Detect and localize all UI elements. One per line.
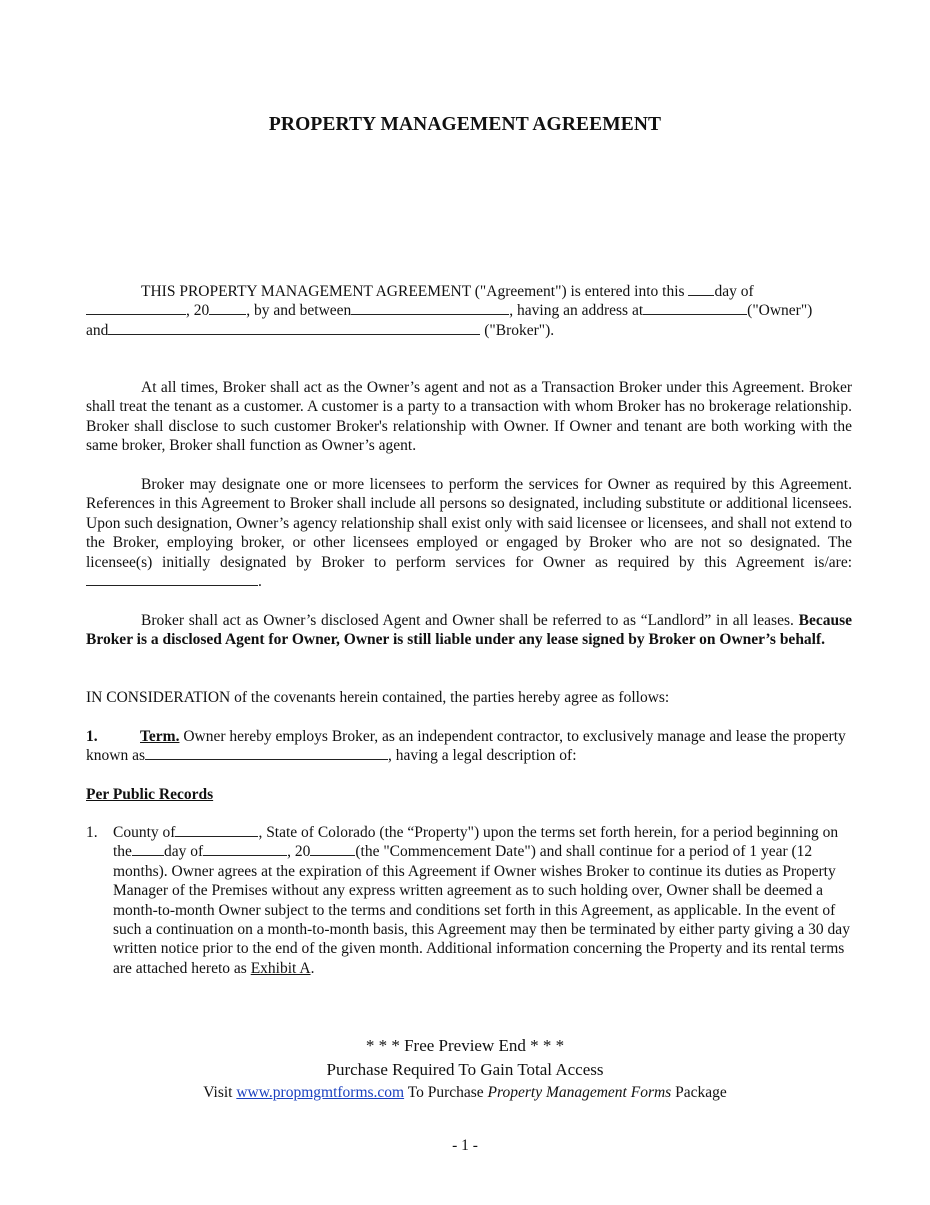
intro-paragraph [86, 282, 852, 340]
intro-text-2: day of [714, 283, 754, 300]
intro-text-5: , having an address at [509, 302, 644, 320]
per-public-records-label: Per Public Records [86, 786, 214, 803]
intro-text-4: , by and between [246, 302, 352, 320]
licensee-blank [86, 572, 258, 586]
intro-text-7: and [86, 321, 109, 339]
exhibit-a-reference: Exhibit A [250, 959, 311, 977]
to-purchase-text: To Purchase [404, 1084, 488, 1101]
visit-text: Visit [203, 1084, 237, 1101]
year-blank [209, 301, 246, 315]
website-link[interactable]: www.propmgmtforms.com [236, 1084, 405, 1101]
purchase-line [0, 1084, 930, 1102]
intro-text-3: , 20 [186, 302, 210, 320]
agent-paragraph [86, 378, 852, 456]
purchase-required-text: Purchase Required To Gain Total Access [326, 1060, 604, 1079]
broker-name-blank [108, 321, 480, 335]
package-name: Property Management Forms [487, 1084, 672, 1101]
document-title: PROPERTY MANAGEMENT AGREEMENT [268, 114, 662, 135]
list-text-end: . [310, 959, 315, 977]
owner-address-blank [643, 301, 747, 315]
list-text-c: day of [163, 843, 204, 861]
preview-end-banner: * * * Free Preview End * * * [365, 1036, 565, 1055]
list-item-1 [86, 823, 852, 978]
list-number: 1. [86, 824, 98, 841]
section-1 [86, 727, 852, 766]
list-text-b: , State of Colorado (the “Property") upon the terms set forth herein, for a period beginning on the [113, 824, 839, 861]
landlord-text: Broker shall act as Owner’s disclosed Agent and Owner shall be referred to as “Landlord” in all leases. [141, 612, 794, 629]
per-public-records [86, 785, 852, 804]
start-year-blank [310, 842, 355, 856]
designate-paragraph [86, 475, 852, 591]
intro-text-1: THIS PROPERTY MANAGEMENT AGREEMENT ("Agreement") is entered into this [141, 283, 685, 300]
landlord-bold-text: Because Broker is a disclosed Agent for Owner, Owner is still liable under any lease signed by Broker on Owner’s behalf. [86, 612, 853, 649]
county-blank [175, 823, 258, 837]
page-number: - 1 - [452, 1137, 478, 1154]
section-text-a: Owner hereby employs Broker, as an independent contractor, to exclusively manage and lease the property known as [86, 728, 846, 765]
consideration-text: IN CONSIDERATION of the covenants herein contained, the parties hereby agree as follows: [86, 689, 670, 706]
list-text-d: , 20 [287, 843, 311, 861]
designate-text-wrap: Broker may designate one or more licensees to perform the services for Owner as required by this Agreement. References in this Agreement to Broker shall include all persons so designated, including substitute or additional licensees. Upon such designation, Owner’s agency relationship shall exist only with said licensee or licensees, and shall not extend to the Broker, employing broker, or other licensees employed or engaged by Broker who are not so designated. The licensee(s) initially designated by Broker to perform services for Owner as required by this Agreement is/are: . [86, 476, 852, 591]
owner-name-blank [351, 301, 509, 315]
section-heading: Term. [140, 728, 180, 745]
list-text-e: (the "Commencement Date") and shall continue for a period of 1 year (12 months). Owner agrees at the expiration of this Agreement if Owner wishes Broker to continue its duties as Property Manager of the Premises without any express written agreement as to such holding over, Owner shall be deemed a month-to-month Owner subject to the terms and conditions set forth in this Agreement, as applicable. In the event of such a continuation on a month-to-month basis, this Agreement may then be terminated by either party giving a 30 day written notice prior to the end of the given month. Additional information concerning the Property and its rental terms are attached hereto as [113, 843, 850, 977]
day-blank [688, 282, 714, 296]
start-month-blank [203, 842, 287, 856]
landlord-text-wrap [86, 611, 852, 650]
property-blank [145, 746, 388, 760]
section-number: 1. [86, 728, 98, 745]
agent-text: At all times, Broker shall act as the Owner’s agent and not as a Transaction Broker under this Agreement. Broker shall treat the tenant as a customer. A customer is a party to a transaction with whom Broker has no brokerage relationship. Broker shall disclose to such customer Broker's relationship with Owner. If Owner and tenant are both working with the same broker, Broker shall function as Owner’s agent. [86, 379, 852, 455]
intro-text-8: ("Broker"). [480, 321, 555, 339]
list-text-a: County of [113, 824, 176, 841]
month-blank [86, 301, 186, 315]
package-text: Package [671, 1084, 727, 1101]
start-day-blank [132, 842, 164, 856]
intro-text-6: ("Owner") [747, 302, 813, 320]
designate-text: Broker may designate one or more licensees to perform the services for Owner as required by this Agreement. References in this Agreement to Broker shall include all persons so designated, including substitute or additional licensees. Upon such designation, Owner’s agency relationship shall exist only with said licensee or licensees, and shall not extend to the Broker, employing broker, or other licensees employed or engaged by Broker who are not so designated. The licensee(s) initially designated by Broker to perform services for Owner as required by this Agreement is/are: [86, 476, 852, 571]
section-text-b: , having a legal description of: [387, 747, 577, 765]
landlord-paragraph [86, 611, 852, 650]
consideration-paragraph [86, 688, 852, 707]
